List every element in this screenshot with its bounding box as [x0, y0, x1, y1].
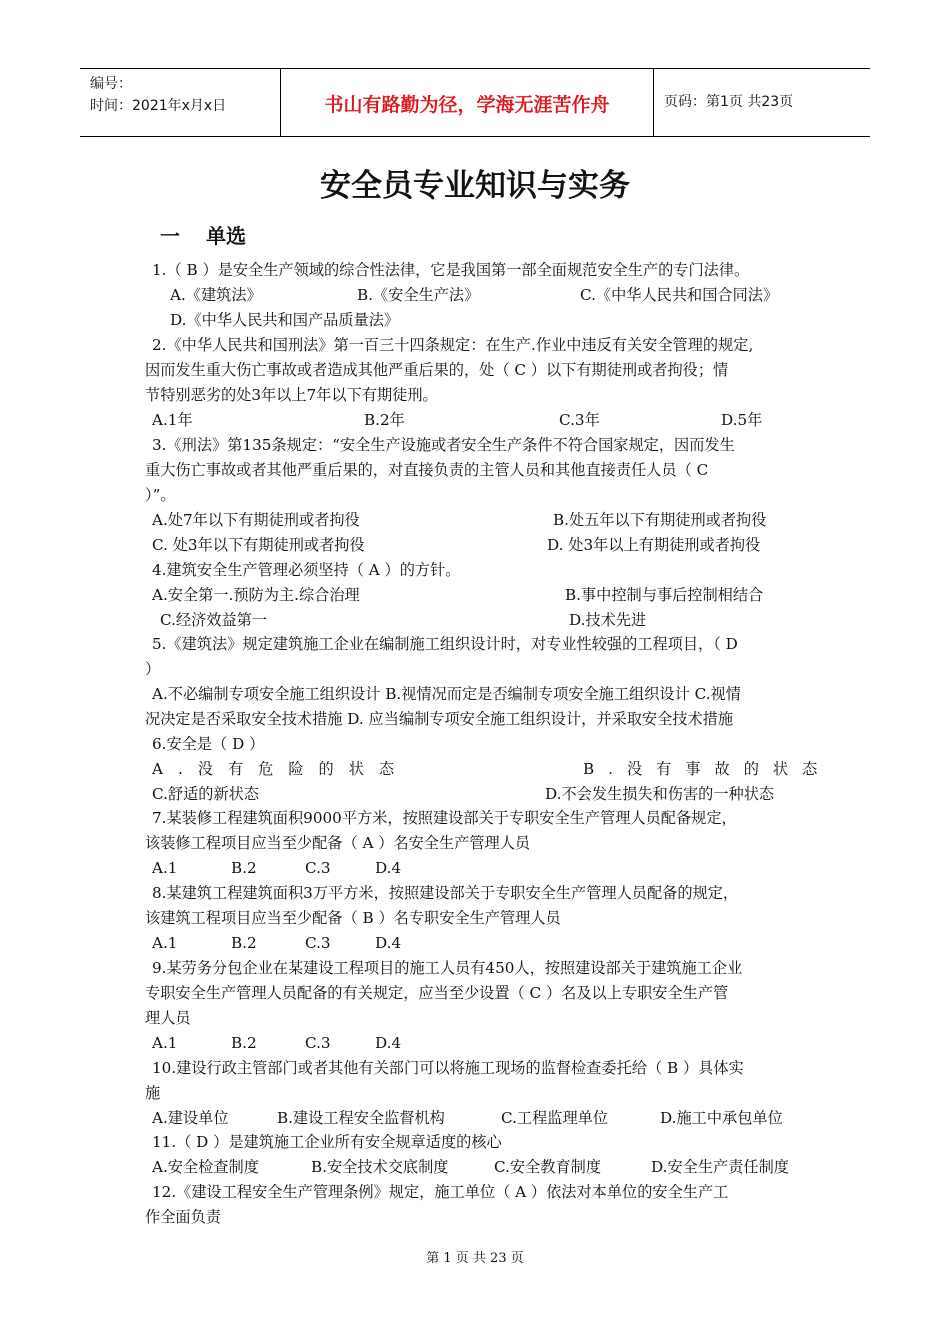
question-3-line-3: ）”。	[145, 486, 176, 504]
document-header	[80, 68, 870, 137]
question-5-line-1: 5.《建筑法》规定建筑施工企业在编制施工组织设计时，对专业性较强的工程项目，（ D	[152, 635, 738, 653]
option-c: C.舒适的新状态	[152, 785, 260, 803]
option-c: C.3	[305, 1034, 331, 1052]
option-d: D.施工中承包单位	[660, 1109, 783, 1127]
section-number: 一	[160, 224, 180, 248]
question-8-line-1: 8.某建筑工程建筑面积3万平方米，按照建设部关于专职安全生产管理人员配备的规定，	[152, 884, 739, 902]
option-d: D.技术先进	[569, 611, 647, 629]
option-b: B.2	[231, 934, 257, 952]
option-d: D.《中华人民共和国产品质量法》	[170, 311, 400, 329]
option-a: A.1	[152, 859, 178, 877]
option-d: D.4	[375, 934, 402, 952]
option-a: A.建设单位	[152, 1109, 229, 1127]
section-heading	[160, 220, 246, 249]
question-9-line-2: 专职安全生产管理人员配备的有关规定，应当至少设置（ C ）名及以上专职安全生产管	[145, 984, 729, 1002]
option-a: A.《建筑法》	[170, 286, 262, 304]
question-2-options-row	[0, 410, 950, 430]
option-d: D.安全生产责任制度	[651, 1158, 789, 1176]
question-2-line-2: 因而发生重大伤亡事故或者造成其他严重后果的，处（ C ）以下有期徒刑或者拘役；情	[145, 361, 729, 379]
question-2-line-1: 2.《中华人民共和国刑法》第一百三十四条规定：在生产.作业中违反有关安全管理的规定,	[152, 336, 754, 354]
question-5-line-2: ）	[145, 660, 161, 678]
question-12-line-2: 作全面负责	[145, 1208, 221, 1226]
question-1-text: 1.（ B ）是安全生产领域的综合性法律，它是我国第一部全面规范安全生产的专门法律。	[152, 261, 750, 279]
question-5-line-4: 况决定是否采取安全技术措施 D. 应当编制专项安全施工组织设计，并采取安全技术措施	[145, 710, 734, 728]
option-d: D.4	[375, 1034, 402, 1052]
header-page-info: 页码：第1页 共23页	[664, 94, 794, 110]
option-c: C.3	[305, 859, 331, 877]
document-title: 安全员专业知识与实务	[320, 168, 630, 204]
question-5-line-3: A.不必编制专项安全施工组织设计 B.视情况而定是否编制专项安全施工组织设计 C.视情	[152, 685, 741, 703]
question-8-line-2: 该建筑工程项目应当至少配备（ B ）名专职安全生产管理人员	[145, 909, 561, 927]
option-a: A.没有危险的状态	[152, 760, 410, 778]
question-3-line-2: 重大伤亡事故或者其他严重后果的，对直接负责的主管人员和其他直接责任人员（ C	[145, 461, 709, 479]
question-1-options-row	[0, 285, 950, 305]
option-a: A.1	[152, 1034, 178, 1052]
option-a: A.1年	[152, 411, 193, 429]
question-7-line-1: 7.某装修工程建筑面积9000平方米，按照建设部关于专职安全生产管理人员配备规定，	[152, 809, 737, 827]
doc-number-label: 编号：	[90, 76, 132, 92]
question-4-options-row-1	[0, 585, 950, 605]
option-b: B.2	[231, 859, 257, 877]
question-9-line-1: 9.某劳务分包企业在某建设工程项目的施工人员有450人，按照建设部关于建筑施工企业	[152, 959, 743, 977]
question-6-options-row-2	[0, 784, 950, 804]
question-6-text: 6.安全是（ D ）	[152, 735, 265, 753]
question-12-line-1: 12.《建设工程安全生产管理条例》规定，施工单位（ A ）依法对本单位的安全生产工	[152, 1183, 729, 1201]
option-c: C.经济效益第一	[160, 611, 268, 629]
option-c: C.《中华人民共和国合同法》	[580, 286, 779, 304]
question-7-line-2: 该装修工程项目应当至少配备（ A ）名安全生产管理人员	[145, 834, 531, 852]
question-9-line-3: 理人员	[145, 1009, 191, 1027]
option-b: B.2	[231, 1034, 257, 1052]
option-c: C.3	[305, 934, 331, 952]
question-10-line-1: 10.建设行政主管部门或者其他有关部门可以将施工现场的监督检查委托给（ B ）具体实	[152, 1059, 744, 1077]
option-b: B.安全技术交底制度	[311, 1158, 449, 1176]
option-a: A.安全检查制度	[152, 1158, 259, 1176]
question-7-options-row	[0, 858, 950, 878]
option-b: B.建设工程安全监督机构	[277, 1109, 445, 1127]
option-d: D.4	[375, 859, 402, 877]
option-b: B.2年	[364, 411, 405, 429]
question-10-options-row	[0, 1108, 950, 1128]
question-3-options-row-1	[0, 510, 950, 530]
doc-date-label: 时间：2021年x月x日	[90, 98, 227, 114]
question-8-options-row	[0, 933, 950, 953]
header-meta-cell	[80, 69, 281, 136]
question-10-line-2: 施	[145, 1084, 161, 1102]
option-c: C.安全教育制度	[494, 1158, 602, 1176]
option-b: B.《安全生产法》	[357, 286, 480, 304]
question-4-text: 4.建筑安全生产管理必须坚持（ A ）的方针。	[152, 561, 461, 579]
page-footer: 第 1 页 共 23 页	[426, 1251, 524, 1266]
question-3-line-1: 3.《刑法》第135条规定：“安全生产设施或者安全生产条件不符合国家规定，因而发生	[152, 436, 735, 454]
option-c: C.3年	[559, 411, 600, 429]
option-d: D.不会发生损失和伤害的一种状态	[545, 785, 775, 803]
option-b: B.处五年以下有期徒刑或者拘役	[553, 511, 767, 529]
option-a: A.1	[152, 934, 178, 952]
question-3-options-row-2	[0, 535, 950, 555]
question-11-options-row	[0, 1157, 950, 1177]
option-a: A.处7年以下有期徒刑或者拘役	[152, 511, 360, 529]
option-c: C. 处3年以下有期徒刑或者拘役	[152, 536, 365, 554]
question-11-text: 11.（ D ）是建筑施工企业所有安全规章适度的核心	[152, 1133, 502, 1151]
option-a: A.安全第一.预防为主.综合治理	[152, 586, 360, 604]
header-motto: 书山有路勤为径，学海无涯苦作舟	[324, 94, 610, 116]
option-d: D.5年	[721, 411, 763, 429]
header-page-cell	[654, 69, 870, 136]
question-2-line-3: 节特别恶劣的处3年以上7年以下有期徒刑。	[145, 386, 438, 404]
option-b: B.事中控制与事后控制相结合	[565, 586, 764, 604]
option-b: B.没有事故的状态	[583, 760, 832, 778]
section-name: 单选	[206, 224, 246, 248]
question-6-options-row-1	[0, 759, 950, 779]
option-d: D. 处3年以上有期徒刑或者拘役	[547, 536, 761, 554]
question-9-options-row	[0, 1033, 950, 1053]
question-4-options-row-2	[0, 610, 950, 630]
header-motto-cell	[281, 69, 654, 136]
option-c: C.工程监理单位	[501, 1109, 609, 1127]
